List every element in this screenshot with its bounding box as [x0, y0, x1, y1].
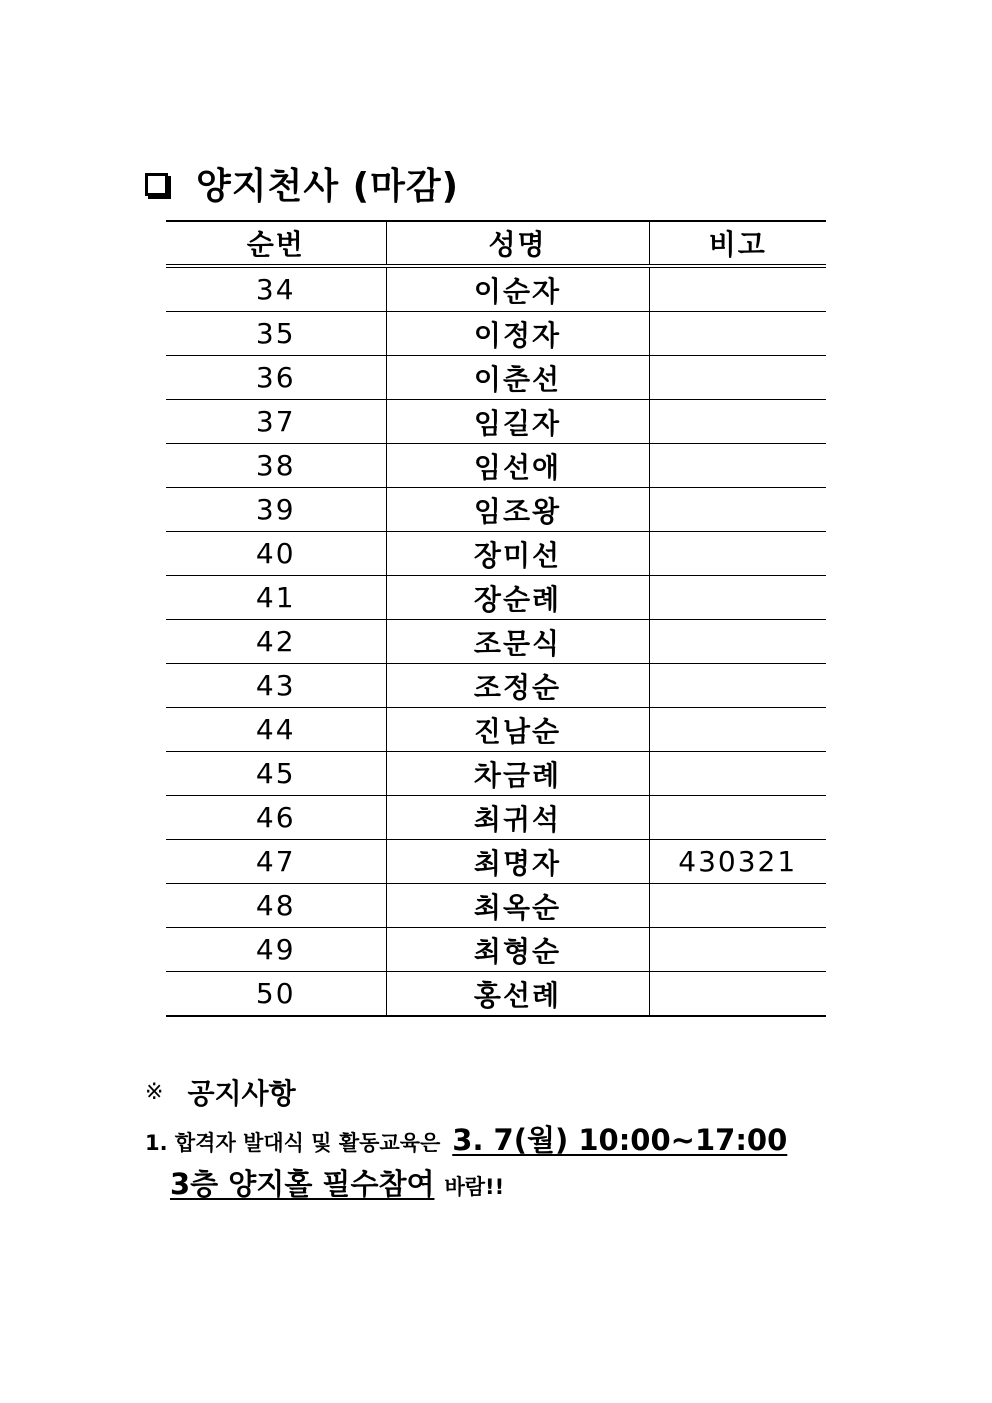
table-row: [166, 708, 826, 752]
notice-location: 3층 양지홀 필수참여: [170, 1167, 435, 1201]
cell-name: 최옥순: [386, 884, 649, 928]
cell-number: 43: [166, 664, 386, 708]
cell-note: [649, 356, 826, 400]
cell-name: 최형순: [386, 928, 649, 972]
cell-number: 36: [166, 356, 386, 400]
table-row: [166, 312, 826, 356]
table-row: [166, 400, 826, 444]
cell-number: 44: [166, 708, 386, 752]
cell-note: [649, 796, 826, 840]
cell-name: 최귀석: [386, 796, 649, 840]
cell-note: 430321: [649, 840, 826, 884]
column-header-name: 성명: [386, 221, 649, 266]
cell-number: 40: [166, 532, 386, 576]
cell-name: 조문식: [386, 620, 649, 664]
cell-number: 45: [166, 752, 386, 796]
page-title: [145, 160, 459, 206]
cell-name: 홍선례: [386, 972, 649, 1017]
table-row: [166, 796, 826, 840]
cell-number: 47: [166, 840, 386, 884]
cell-note: [649, 532, 826, 576]
cell-number: 49: [166, 928, 386, 972]
table-row: [166, 840, 826, 884]
cell-name: 이춘선: [386, 356, 649, 400]
column-header-note: 비고: [649, 221, 826, 266]
cell-number: 46: [166, 796, 386, 840]
notice-heading: [145, 1072, 296, 1112]
cell-name: 장미선: [386, 532, 649, 576]
participant-table: [166, 220, 826, 1017]
table-row: [166, 972, 826, 1017]
table-row: [166, 620, 826, 664]
notice-line-2: [170, 1162, 504, 1203]
cell-number: 35: [166, 312, 386, 356]
table-row: [166, 356, 826, 400]
cell-number: 37: [166, 400, 386, 444]
reference-mark-icon: ※: [145, 1079, 164, 1105]
cell-note: [649, 752, 826, 796]
notice-line-1-prefix: 1. 합격자 발대식 및 활동교육은: [145, 1131, 441, 1155]
page-title-text: 양지천사 (마감): [196, 165, 460, 207]
cell-name: 임길자: [386, 400, 649, 444]
cell-note: [649, 400, 826, 444]
table-row: [166, 532, 826, 576]
cell-name: 장순례: [386, 576, 649, 620]
table-row: [166, 664, 826, 708]
cell-note: [649, 444, 826, 488]
cell-note: [649, 620, 826, 664]
cell-name: 차금례: [386, 752, 649, 796]
cell-note: [649, 928, 826, 972]
notice-title: 공지사항: [187, 1077, 296, 1110]
cell-number: 38: [166, 444, 386, 488]
column-header-number: 순번: [166, 221, 386, 266]
cell-name: 진남순: [386, 708, 649, 752]
cell-name: 최명자: [386, 840, 649, 884]
table-body: [166, 266, 826, 1016]
cell-note: [649, 972, 826, 1017]
table-row: [166, 488, 826, 532]
cell-number: 48: [166, 884, 386, 928]
cell-note: [649, 708, 826, 752]
notice-schedule: 3. 7(월) 10:00~17:00: [452, 1123, 788, 1157]
table-row: [166, 884, 826, 928]
cell-note: [649, 312, 826, 356]
notice-line-1: [145, 1118, 787, 1159]
cell-name: 이순자: [386, 266, 649, 312]
cell-note: [649, 488, 826, 532]
cell-number: 39: [166, 488, 386, 532]
cell-name: 이정자: [386, 312, 649, 356]
cell-name: 조정순: [386, 664, 649, 708]
cell-note: [649, 576, 826, 620]
table-row: [166, 928, 826, 972]
cell-note: [649, 664, 826, 708]
cell-number: 34: [166, 266, 386, 312]
notice-line-2-suffix: 바람!!: [444, 1175, 505, 1199]
table-row: [166, 444, 826, 488]
cell-name: 임선애: [386, 444, 649, 488]
cell-note: [649, 884, 826, 928]
cell-number: 41: [166, 576, 386, 620]
cell-number: 50: [166, 972, 386, 1017]
table-row: [166, 752, 826, 796]
cell-name: 임조왕: [386, 488, 649, 532]
table-header-row: [166, 221, 826, 266]
checkbox-square-icon: [145, 173, 168, 196]
cell-number: 42: [166, 620, 386, 664]
cell-note: [649, 266, 826, 312]
table-row: [166, 266, 826, 312]
table-row: [166, 576, 826, 620]
